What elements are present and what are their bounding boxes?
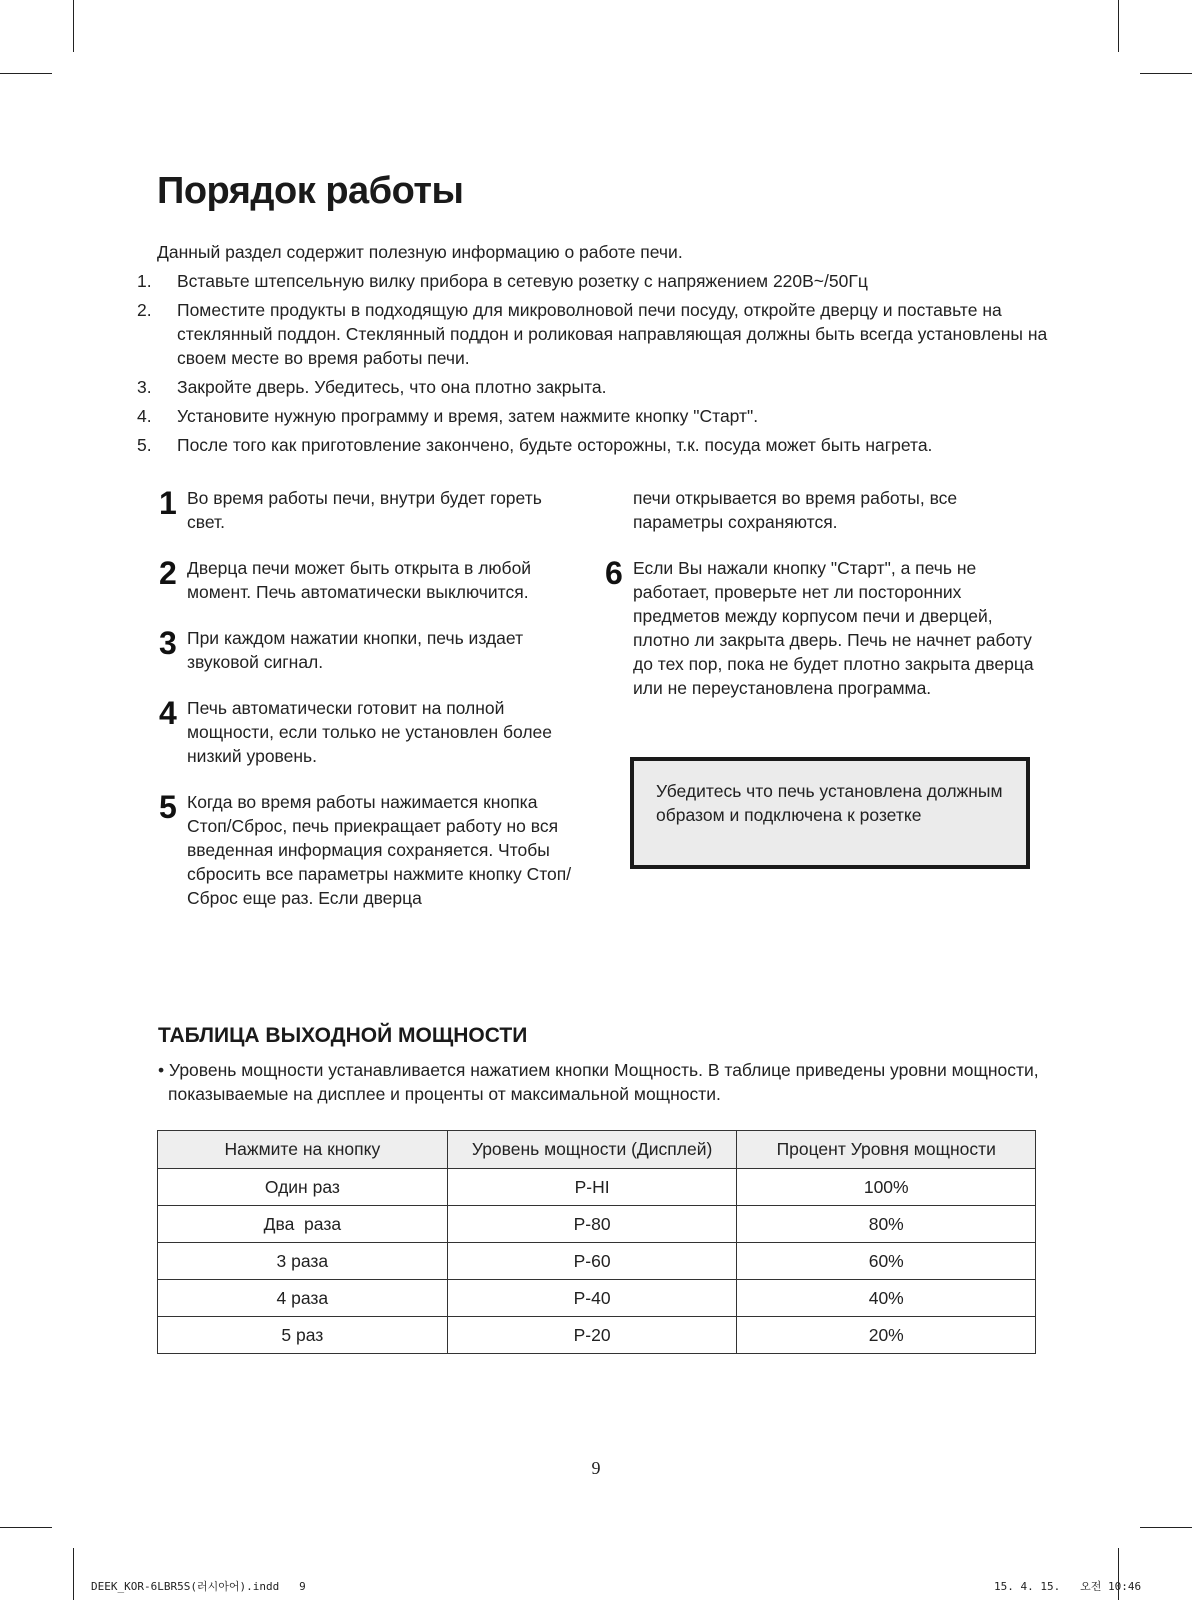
crop-mark [0, 73, 52, 74]
column-header: Уровень мощности (Дисплей) [447, 1131, 737, 1169]
table-cell: P-HI [447, 1169, 737, 1206]
intro-step [137, 375, 1057, 399]
note-continuation [603, 486, 1035, 534]
crop-mark [0, 1527, 52, 1528]
footer-timestamp: 15. 4. 15. 오전 10:46 [994, 1580, 1142, 1593]
note-text: Во время работы печи, внутри будет гореть свет. [187, 488, 542, 532]
table-row [158, 1280, 1036, 1317]
table-cell: Два раза [158, 1206, 448, 1243]
step-text: Поместите продукты в подходящую для микроволновой печи посуду, откройте дверцу и поставьте на стеклянный поддон. Стеклянный поддон и роликовая направляющая должны быть всегда установлены на своем месте во время работы печи. [177, 300, 1048, 368]
note-item [157, 486, 582, 534]
step-text: Закройте дверь. Убедитесь, что она плотно закрыта. [177, 377, 607, 397]
note-text: Дверца печи может быть открыта в любой момент. Печь автоматически выключится. [187, 558, 532, 602]
table-cell: 20% [737, 1317, 1036, 1354]
crop-mark [1140, 73, 1192, 74]
column-header: Нажмите на кнопку [158, 1131, 448, 1169]
table-cell: 80% [737, 1206, 1036, 1243]
table-cell: P-20 [447, 1317, 737, 1354]
footer-filename: DEEK_KOR-6LBR5S(러시아어).indd 9 [91, 1580, 306, 1593]
table-cell: P-40 [447, 1280, 737, 1317]
power-table [157, 1130, 1036, 1354]
note-text: Если Вы нажали кнопку "Старт", а печь не работает, проверьте нет ли посторонних предметов между корпусом печи и дверцей, плотно ли закрыта дверь. Печь не начнет работу до тех пор, пока не будет плотно закрыта дверца или не переустановлена программа. [633, 558, 1034, 698]
step-number: 1. [137, 271, 152, 291]
intro-step [137, 269, 1057, 293]
crop-mark [1118, 0, 1119, 52]
table-cell: 100% [737, 1169, 1036, 1206]
note-number: 2 [159, 555, 177, 591]
note-number: 5 [159, 789, 177, 825]
note-item [157, 626, 582, 674]
table-cell: 3 раза [158, 1243, 448, 1280]
page-title: Порядок работы [157, 170, 464, 212]
step-number: 4. [137, 406, 152, 426]
crop-mark [1140, 1527, 1192, 1528]
power-table-description: • Уровень мощности устанавливается нажатием кнопки Мощность. В таблице приведены уровни мощности, показываемые на дисплее и проценты от максимальной мощности. [158, 1060, 1039, 1104]
notes-left-column [157, 486, 582, 932]
intro-step [137, 404, 1057, 428]
step-text: Вставьте штепсельную вилку прибора в сетевую розетку с напряжением 220В~/50Гц [177, 271, 868, 291]
note-item [157, 556, 582, 604]
table-cell: 5 раз [158, 1317, 448, 1354]
note-text: Печь автоматически готовит на полной мощности, если только не установлен более низкий уровень. [187, 698, 553, 766]
table-cell: 60% [737, 1243, 1036, 1280]
table-row [158, 1317, 1036, 1354]
table-cell: 40% [737, 1280, 1036, 1317]
note-number: 3 [159, 625, 177, 661]
note-text: При каждом нажатии кнопки, печь издает звуковой сигнал. [187, 628, 524, 672]
notes-right-column [603, 486, 1035, 722]
table-cell: Один раз [158, 1169, 448, 1206]
table-row [158, 1169, 1036, 1206]
step-number: 3. [137, 377, 152, 397]
crop-mark [73, 0, 74, 52]
warning-box: Убедитесь что печь установлена должным образом и подключена к розетке [630, 757, 1030, 869]
intro-step [137, 433, 1057, 457]
table-header-row [158, 1131, 1036, 1169]
table-row [158, 1206, 1036, 1243]
note-text: Когда во время работы нажимается кнопка Стоп/Сброс, печь приекращает работу но вся введенная информация сохраняется. Чтобы сбросить все параметры нажмите кнопку Стоп/Сброс еще раз. Если дверца [187, 792, 572, 908]
note-item [157, 790, 582, 910]
page-number: 9 [591, 1458, 601, 1478]
intro-section [137, 240, 1057, 462]
step-number: 2. [137, 300, 152, 320]
note-item [157, 696, 582, 768]
crop-mark [73, 1548, 74, 1600]
note-text: печи открывается во время работы, все параметры сохраняются. [633, 488, 958, 532]
power-table-title: ТАБЛИЦА ВЫХОДНОЙ МОЩНОСТИ [158, 1024, 528, 1047]
note-item [603, 556, 1035, 700]
note-number: 1 [159, 485, 177, 521]
step-text: Установите нужную программу и время, затем нажмите кнопку "Старт". [177, 406, 759, 426]
step-number: 5. [137, 435, 152, 455]
note-number: 4 [159, 695, 177, 731]
table-cell: P-80 [447, 1206, 737, 1243]
intro-lead: Данный раздел содержит полезную информацию о работе печи. [157, 242, 683, 262]
intro-step [137, 298, 1057, 370]
table-row [158, 1243, 1036, 1280]
step-text: После того как приготовление закончено, будьте осторожны, т.к. посуда может быть нагрета. [177, 435, 933, 455]
column-header: Процент Уровня мощности [737, 1131, 1036, 1169]
table-cell: P-60 [447, 1243, 737, 1280]
note-number: 6 [605, 555, 623, 591]
table-cell: 4 раза [158, 1280, 448, 1317]
